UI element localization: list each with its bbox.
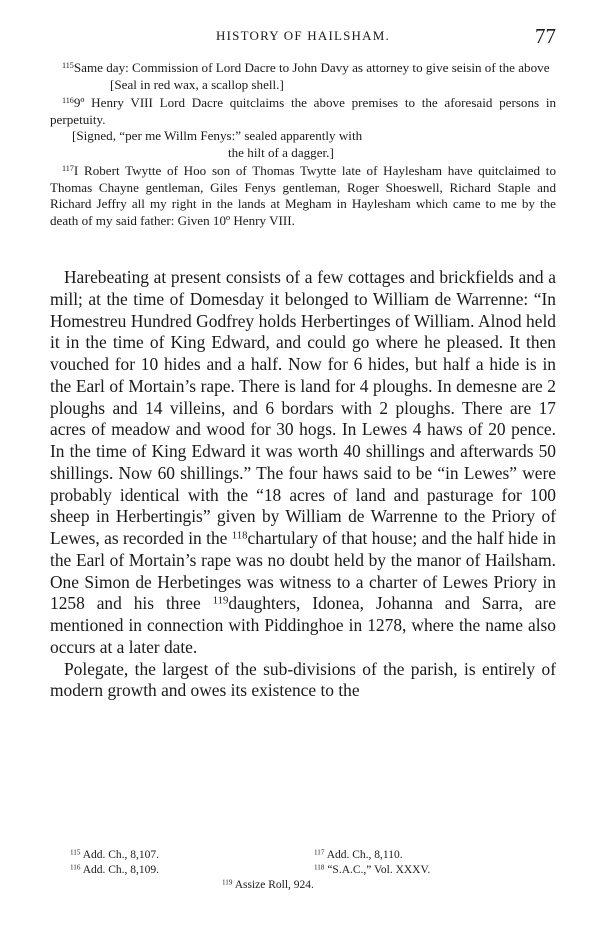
running-title: HISTORY OF HAILSHAM. xyxy=(216,28,390,43)
reference-119: 119 xyxy=(212,594,229,607)
footnote-117 xyxy=(314,848,403,863)
footnote-text: Add. Ch., 8,107. xyxy=(82,849,160,861)
entry-116 xyxy=(50,95,556,128)
seal-note: [Seal in red wax, a scallop shell.] xyxy=(110,76,284,92)
footnote-number: 115 xyxy=(70,848,81,857)
signature-note-line-2: the hilt of a dagger.] xyxy=(228,144,334,160)
page-number: 77 xyxy=(535,24,556,48)
footnote-116 xyxy=(70,863,159,878)
paragraph-text: daughters, Idonea, Johanna and Sarra, are mentioned in connection with Piddinghoe in 1278, where the name also occurs at a later date. xyxy=(50,593,557,657)
running-head xyxy=(50,24,556,50)
footnote-text: “S.A.C.,” Vol. XXXV. xyxy=(327,864,431,876)
footnote-number: 117 xyxy=(314,848,325,857)
paragraph-harebeating xyxy=(50,267,556,659)
reference-116: 116 xyxy=(62,95,74,105)
signature-note-line-1: [Signed, “per me Willm Fenys:” sealed apparently with xyxy=(72,128,363,143)
paragraph-text: chartulary of that house; and the half hide in the Earl of Mortain’s rape was no doubt held by the manor of Hailsham. One Simon de Herbetinges was witness to a charter of Lewes Priory in 1258 and his three xyxy=(50,528,556,614)
footnote-number: 116 xyxy=(70,863,81,872)
paragraph-text: Harebeating at present consists of a few cottages and brickfields and a mill; at the time of Domesday it belonged to William de Warrenne: “In Homestreu Hundred Godfrey holds Herbertinges of William. Alnod held it in the time of King Edward, and could go where he pleased. It then vouched for 10 hides and a half. Now for 6 hides, but half a hide is in the Earl of Mortain’s rape. There is land for 4 ploughs. In demesne are 2 ploughs and 14 villeins, and 6 bordars with 2 ploughs. There are 17 acres of meadow and wood for 30 hogs. In Lewes 4 haws of 20 pence. In the time of King Edward it was worth 40 shillings and afterwards 50 shillings. Now 60 shillings.” The four haws said to be “in Lewes” were probably identical with the “18 acres of land and pasturage for 100 sheep in Herbertingis” given by William de Warrenne to the Priory of Lewes, as recorded in the xyxy=(50,267,556,548)
entry-text: Same day: Commission of Lord Dacre to John Davy as attorney to give seisin of the above xyxy=(73,60,550,75)
main-text xyxy=(50,267,556,702)
footnote-text: Add. Ch., 8,110. xyxy=(326,849,403,861)
document-entries xyxy=(50,60,556,229)
reference-115: 115 xyxy=(62,60,74,70)
entry-text: I Robert Twytte of Hoo son of Thomas Twytte late of Haylesham have quitclaimed to Thomas Chayne gentleman, Giles Fenys gentleman, Roger Shoeswell, Richard Staple and Richard Jeffry all my right in the lands at Megham in Haylesham which came to me by the death of my said father: Given 10º Henry VIII. xyxy=(50,163,556,228)
entry-115 xyxy=(50,60,556,77)
entry-text: 9º Henry VIII Lord Dacre quitclaims the above premises to the aforesaid persons in perpetuity. xyxy=(50,95,556,127)
footnote-119 xyxy=(222,878,314,893)
paragraph-polegate: Polegate, the largest of the sub-divisions of the parish, is entirely of modern growth and owes its existence to the xyxy=(50,658,556,701)
entry-117 xyxy=(50,163,556,229)
footnote-118 xyxy=(314,863,430,878)
footnote-text: Assize Roll, 924. xyxy=(234,879,314,891)
reference-118: 118 xyxy=(231,529,248,542)
footnote-text: Add. Ch., 8,109. xyxy=(82,864,160,876)
footnote-115 xyxy=(70,848,159,863)
footnote-number: 118 xyxy=(314,863,325,872)
footnote-number: 119 xyxy=(222,878,233,887)
reference-117: 117 xyxy=(62,163,74,173)
